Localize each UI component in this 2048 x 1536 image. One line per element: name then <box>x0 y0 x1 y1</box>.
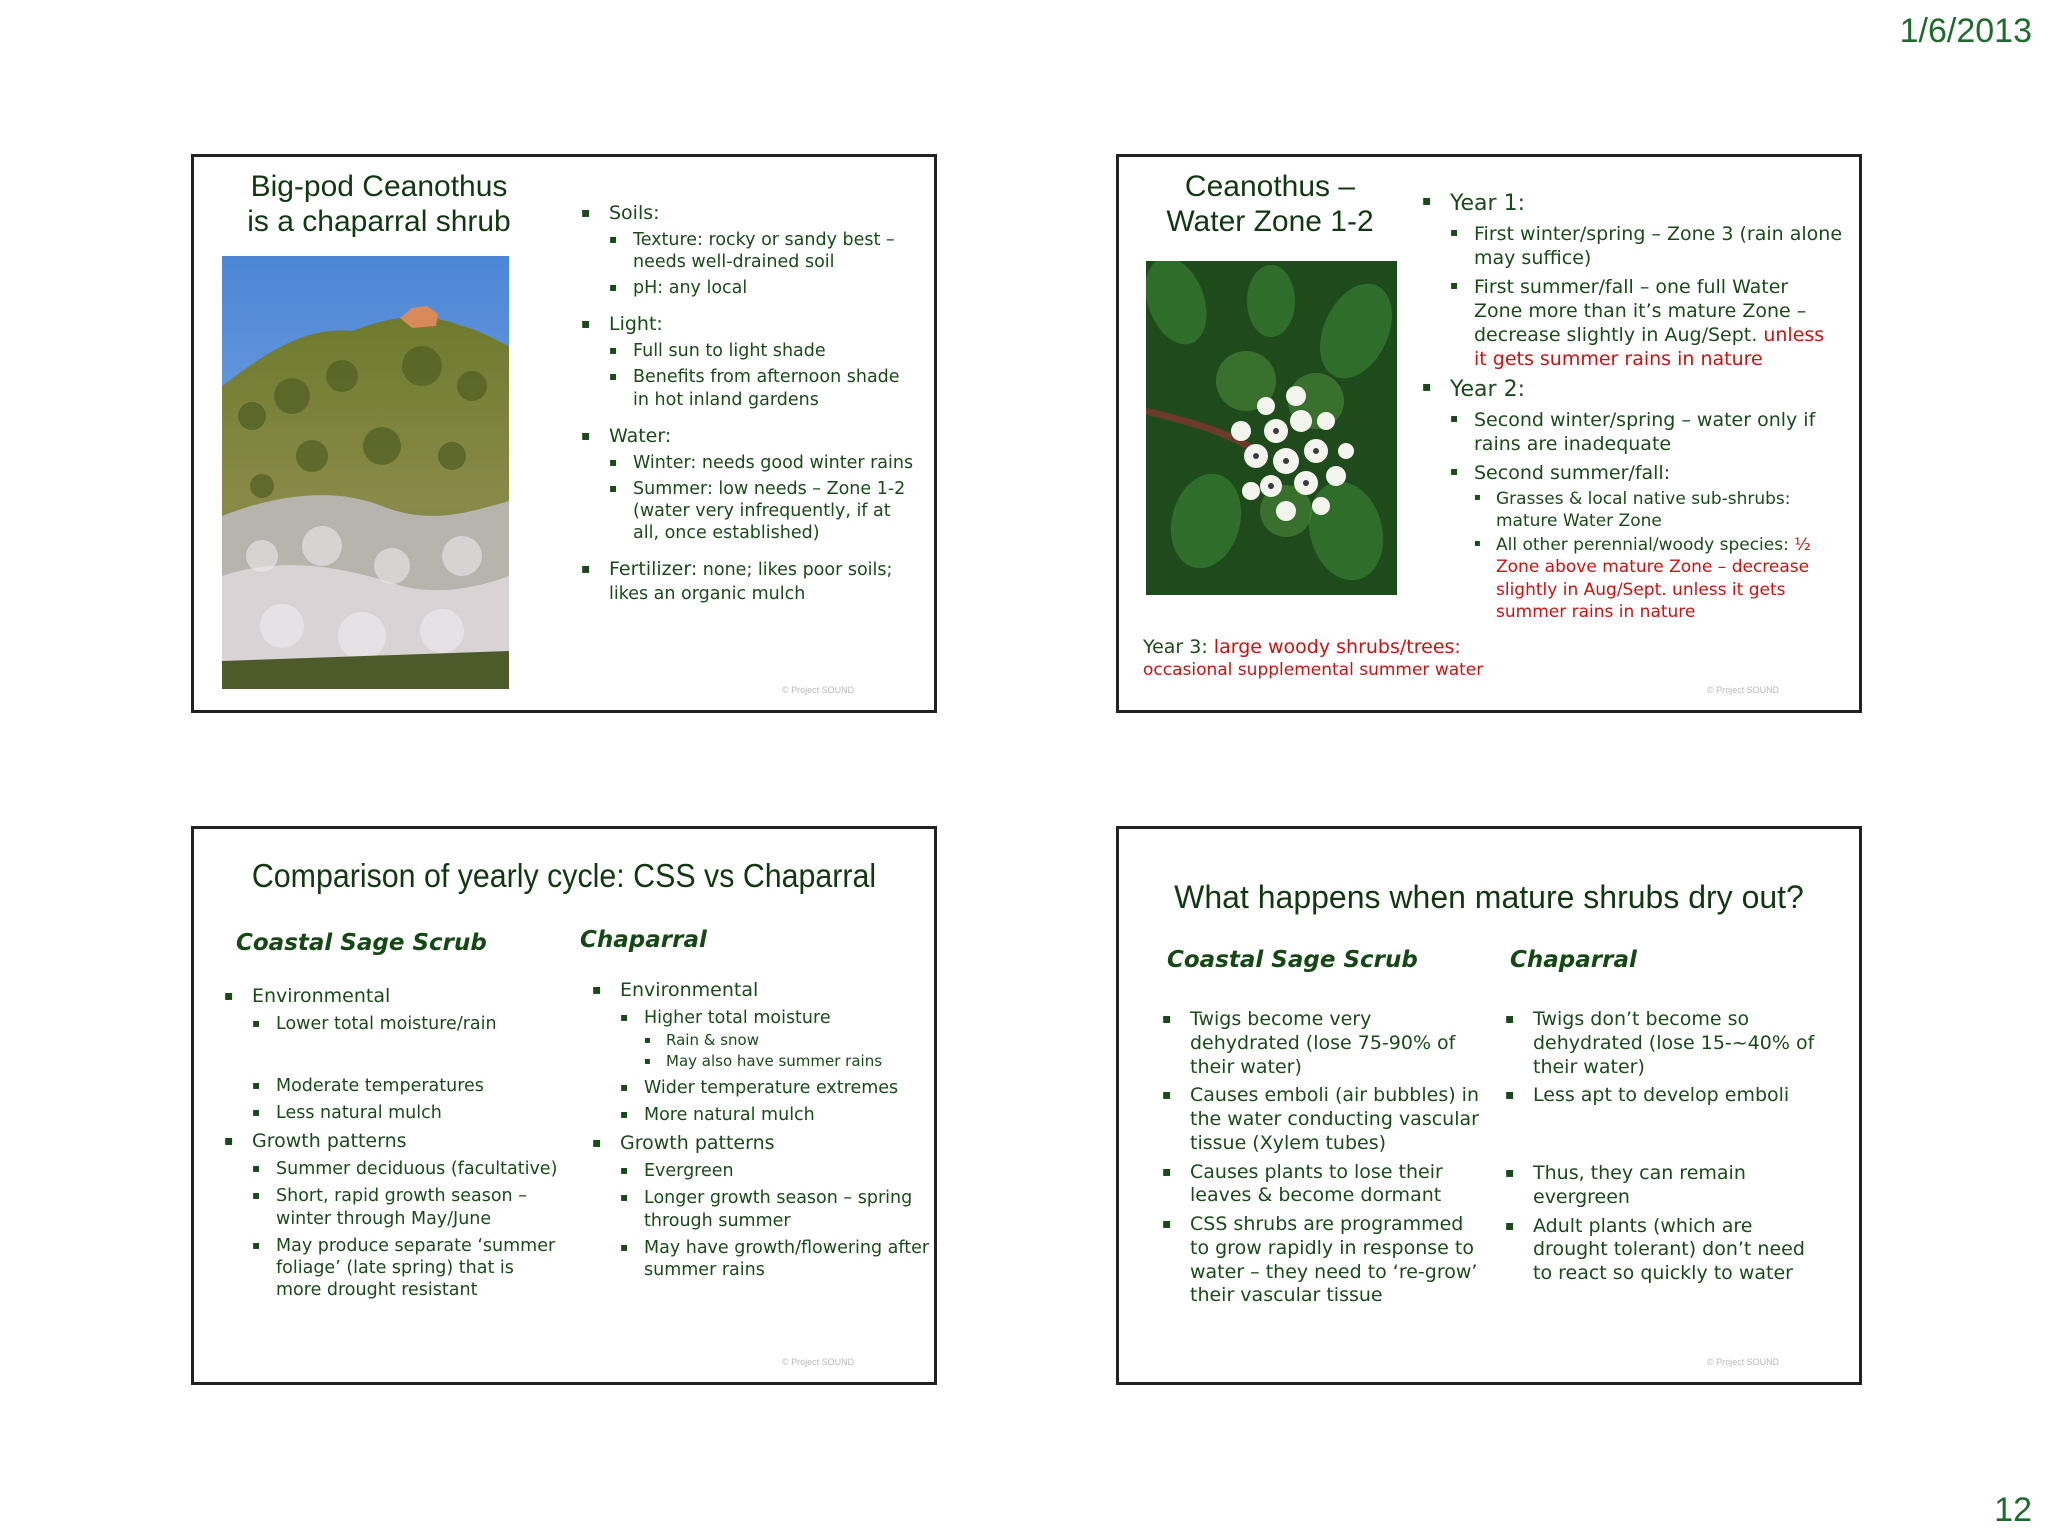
bullet-year-1: ▪ Year 1: ▪ First winter/spring – Zone 3 (rain alone may suffice) ▪ First summer/fall – one full Water Zone more than it’s mature Zone – decrease slightly in Aug/Sept. unless it gets summer rains in nature <box>1422 190 1842 371</box>
column-heading-chaparral: Chaparral <box>1510 947 1637 973</box>
bullet-growth-patterns: ▪ Growth patterns ▪ Evergreen ▪ Longer growth season – spring through summer ▪ May have growth/flowering after summer rains <box>592 1132 932 1281</box>
slide-footer: © Project SOUND <box>782 685 855 695</box>
css-item: ▪ Causes emboli (air bubbles) in the water conducting vascular tissue (Xylem tubes) <box>1162 1084 1482 1155</box>
growth-item: ▪ Evergreen <box>620 1160 932 1182</box>
chaparral-item: ▪ Thus, they can remain evergreen <box>1505 1162 1825 1210</box>
growth-item: ▪ May produce separate ‘summer foliage’ (late spring) that is more drought resistant <box>252 1235 564 1302</box>
soils-texture: ▪ Texture: rocky or sandy best – needs well-drained soil <box>609 229 921 273</box>
chaparral-hillside-photo <box>222 256 509 689</box>
slide-footer: © Project SOUND <box>782 1357 855 1367</box>
bullet-water: ▪ Water: ▪ Winter: needs good winter rains ▪ Summer: low needs – Zone 1-2 (water very infrequently, if at all, once established) <box>581 425 921 545</box>
slide-title <box>208 170 550 239</box>
title-line-2: is a chaparral shrub <box>247 204 511 238</box>
growth-item: ▪ May have growth/flowering after summer rains <box>620 1237 932 1281</box>
slide-big-pod-ceanothus <box>191 154 937 713</box>
year1-item: ▪ First summer/fall – one full Water Zone more than it’s mature Zone – decrease slightly in Aug/Sept. unless it gets summer rains in nature <box>1450 275 1842 372</box>
css-item: ▪ Twigs become very dehydrated (lose 75-90% of their water) <box>1162 1008 1482 1079</box>
css-item: ▪ Causes plants to lose their leaves & become dormant <box>1162 1161 1482 1209</box>
bullet-growth-patterns: ▪ Growth patterns ▪ Summer deciduous (facultative) ▪ Short, rapid growth season – winter through May/June ▪ May produce separate ‘summer foliage’ (late spring) that is more drought resistant <box>224 1130 564 1301</box>
water-item: ▪ Summer: low needs – Zone 1-2 (water very infrequently, if at all, once established) <box>609 478 921 545</box>
css-column <box>1162 1008 1482 1308</box>
env-item: ▪ Wider temperature extremes <box>620 1077 932 1099</box>
column-heading-css: Coastal Sage Scrub <box>1167 947 1418 973</box>
env-item: ▪ Lower total moisture/rain <box>252 1013 564 1035</box>
title-line-1: Big-pod Ceanothus <box>250 170 508 203</box>
year2-item: ▪ Second summer/fall: ▪ Grasses & local native sub-shrubs: mature Water Zone ▪ All other perennial/woody species: ½ Zone above mature Zone – decrease slightly in Aug/Sept. unless it gets summer rains in nature <box>1450 461 1842 623</box>
bullet-soils: ▪ Soils: ▪ Texture: rocky or sandy best – needs well-drained soil ▪ pH: any local <box>581 202 921 299</box>
chaparral-column <box>592 979 932 1295</box>
css-column <box>224 985 564 1315</box>
title-line-1: Ceanothus – <box>1184 170 1356 203</box>
slide2-bullets <box>1422 190 1842 628</box>
year2-sub-item: ▪ Grasses & local native sub-shrubs: mature Water Zone <box>1474 488 1842 532</box>
growth-item: ▪ Longer growth season – spring through summer <box>620 1187 932 1231</box>
year2-item: ▪ Second winter/spring – water only if rains are inadequate <box>1450 408 1842 456</box>
column-heading-css: Coastal Sage Scrub <box>236 930 487 956</box>
slide-yearly-cycle-comparison <box>191 826 937 1385</box>
env-item: ▪ Moderate temperatures <box>252 1075 564 1097</box>
bullet-year-2: ▪ Year 2: ▪ Second winter/spring – water only if rains are inadequate ▪ Second summer/fall: ▪ Grasses & local native sub-shrubs: mature Water Zone ▪ All other perennial/woody species: ½ Zone above mature Zone – decrease slightly in Aug/Sept. unless it gets summer rains in nature <box>1422 376 1842 622</box>
chaparral-item: ▪ Less apt to develop emboli <box>1505 1084 1825 1108</box>
year2-sub-item: ▪ All other perennial/woody species: ½ Zone above mature Zone – decrease slightly in Aug/Sept. unless it gets summer rains in nature <box>1474 534 1842 622</box>
env-sub-item: ▪ May also have summer rains <box>644 1052 932 1072</box>
water-item: ▪ Winter: needs good winter rains <box>609 452 921 474</box>
light-item: ▪ Benefits from afternoon shade in hot inland gardens <box>609 366 921 410</box>
slide1-bullets <box>581 202 921 606</box>
env-item: ▪ Less natural mulch <box>252 1102 564 1124</box>
year-3-note: Year 3: large woody shrubs/trees: occasional supplemental summer water <box>1143 636 1484 680</box>
env-item: ▪ More natural mulch <box>620 1104 932 1126</box>
page-number: 12 <box>1994 1491 2032 1529</box>
slide-title: Comparison of yearly cycle: CSS vs Chaparral <box>251 857 877 894</box>
growth-item: ▪ Short, rapid growth season – winter through May/June <box>252 1185 564 1229</box>
soils-ph: ▪ pH: any local <box>609 277 921 299</box>
column-heading-chaparral: Chaparral <box>580 927 707 953</box>
slide-footer: © Project SOUND <box>1707 1357 1780 1367</box>
slide-title: What happens when mature shrubs dry out? <box>1174 879 1804 915</box>
chaparral-item: ▪ Twigs don’t become so dehydrated (lose 15-~40% of their water) <box>1505 1008 1825 1079</box>
chaparral-item: ▪ Adult plants (which are drought tolerant) don’t need to react so quickly to water <box>1505 1215 1825 1286</box>
env-item: ▪ Higher total moisture ▪ Rain & snow ▪ May also have summer rains <box>620 1007 932 1072</box>
bullet-fertilizer: ▪ Fertilizer: none; likes poor soils; likes an organic mulch <box>581 558 921 606</box>
growth-item: ▪ Summer deciduous (facultative) <box>252 1158 564 1180</box>
light-item: ▪ Full sun to light shade <box>609 340 921 362</box>
slide-footer: © Project SOUND <box>1707 685 1780 695</box>
bullet-environmental: ▪ Environmental ▪ Lower total moisture/rain ▪ Moderate temperatures ▪ Less natural mulch <box>224 985 564 1124</box>
slide-mature-shrubs-dry-out <box>1116 826 1862 1385</box>
css-item: ▪ CSS shrubs are programmed to grow rapidly in response to water – they need to ‘re-grow’ their vascular tissue <box>1162 1213 1482 1308</box>
page-date: 1/6/2013 <box>1899 12 2032 50</box>
bullet-environmental: ▪ Environmental ▪ Higher total moisture ▪ Rain & snow ▪ May also have summer rains ▪ Wider temperature extremes ▪ More natural mulch <box>592 979 932 1126</box>
slide-ceanothus-water-zone <box>1116 154 1862 713</box>
slide-title <box>1135 170 1405 239</box>
ceanothus-flower-photo <box>1146 261 1397 595</box>
year1-item: ▪ First winter/spring – Zone 3 (rain alone may suffice) <box>1450 222 1842 270</box>
chaparral-column <box>1505 1008 1825 1286</box>
title-line-2: Water Zone 1-2 <box>1166 204 1374 238</box>
env-sub-item: ▪ Rain & snow <box>644 1031 932 1051</box>
bullet-light: ▪ Light: ▪ Full sun to light shade ▪ Benefits from afternoon shade in hot inland gardens <box>581 313 921 410</box>
